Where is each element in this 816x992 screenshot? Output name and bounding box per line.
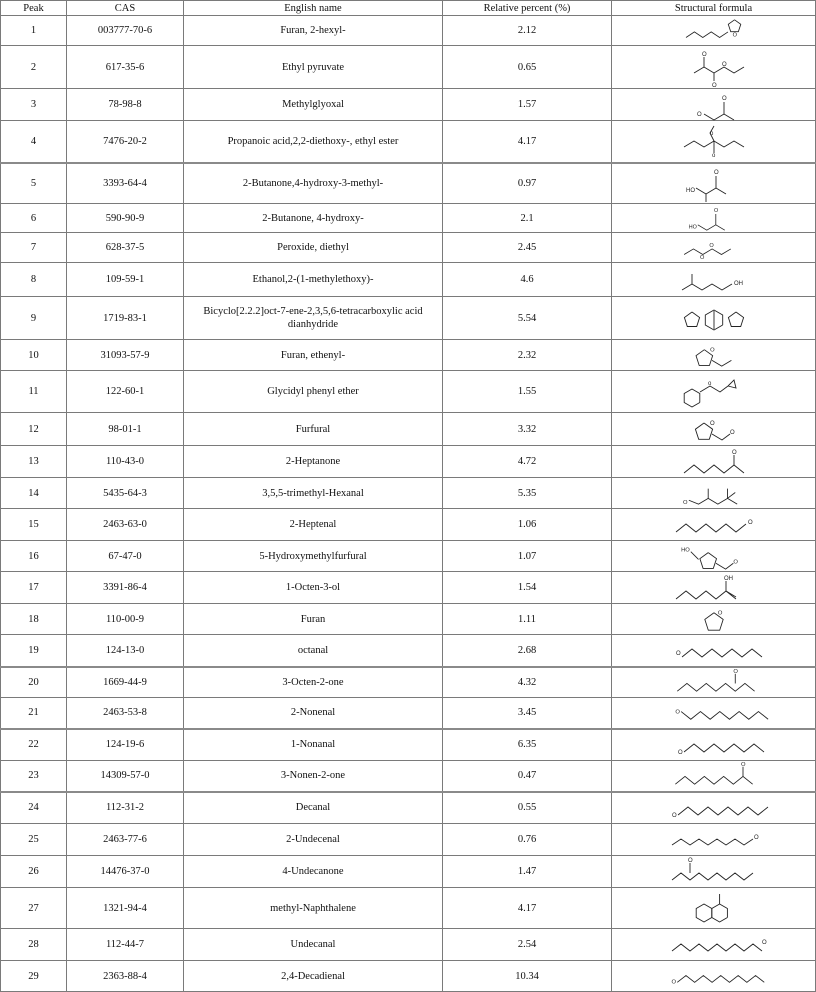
table-row: [1, 729, 816, 761]
peak-cell: 23: [1, 761, 67, 792]
svg-text:O: O: [699, 254, 704, 261]
peak-cell: 28: [1, 929, 67, 961]
relative-percent-cell: 0.47: [443, 761, 612, 792]
structure-octenol-image: [664, 573, 764, 603]
relative-percent-cell: 1.57: [443, 89, 612, 121]
structure-furan-image: [664, 605, 764, 634]
relative-percent-cell: 2.45: [443, 233, 612, 263]
structural-formula-cell: [612, 667, 816, 698]
cas-cell: 617-35-6: [67, 46, 184, 89]
english-name-cell: Ethanol,2-(1-methylethoxy)-: [184, 263, 443, 297]
svg-text:o: o: [709, 131, 713, 138]
header-peak: Peak: [1, 1, 67, 16]
relative-percent-cell: 4.72: [443, 446, 612, 478]
svg-text:O: O: [729, 429, 735, 436]
structural-formula-cell: [612, 888, 816, 929]
svg-text:O: O: [696, 111, 702, 118]
relative-percent-cell: 2.12: [443, 16, 612, 46]
cas-cell: 14309-57-0: [67, 761, 184, 792]
structural-formula-cell: [612, 46, 816, 89]
structure-octanal-image: [664, 635, 764, 665]
english-name-cell: methyl-Naphthalene: [184, 888, 443, 929]
structural-formula-cell: [612, 635, 816, 667]
svg-text:O: O: [721, 61, 727, 68]
svg-text:O: O: [671, 812, 677, 819]
english-name-cell: 1-Nonanal: [184, 729, 443, 761]
cas-cell: 110-00-9: [67, 604, 184, 635]
structure-heptenal-image: [664, 510, 764, 540]
cas-cell: 31093-57-9: [67, 340, 184, 371]
structural-formula-cell: [612, 16, 816, 46]
relative-percent-cell: 1.07: [443, 541, 612, 572]
english-name-cell: 2-Butanone,4-hydroxy-3-methyl-: [184, 163, 443, 204]
peak-cell: 2: [1, 46, 67, 89]
svg-text:O: O: [711, 82, 717, 89]
header-english-name: English name: [184, 1, 443, 16]
svg-text:O: O: [709, 420, 715, 427]
table-row: [1, 698, 816, 729]
structure-decadienal-image: [664, 962, 764, 991]
svg-text:O: O: [761, 939, 767, 946]
svg-text:O: O: [731, 449, 737, 456]
svg-text:O: O: [732, 558, 738, 565]
structural-formula-cell: [612, 413, 816, 446]
cas-cell: 67-47-0: [67, 541, 184, 572]
peak-cell: 14: [1, 478, 67, 509]
relative-percent-cell: 3.32: [443, 413, 612, 446]
cas-cell: 2363-88-4: [67, 961, 184, 992]
structural-formula-cell: [612, 163, 816, 204]
structural-formula-cell: [612, 698, 816, 729]
table-row: [1, 888, 816, 929]
relative-percent-cell: 1.55: [443, 371, 612, 413]
table-row: [1, 929, 816, 961]
cas-cell: 2463-63-0: [67, 509, 184, 541]
structural-formula-cell: [612, 761, 816, 792]
peak-cell: 7: [1, 233, 67, 263]
cas-cell: 14476-37-0: [67, 856, 184, 888]
cas-cell: 2463-53-8: [67, 698, 184, 729]
english-name-cell: 3-Nonen-2-one: [184, 761, 443, 792]
structure-nonanal-image: [664, 730, 764, 760]
structural-formula-cell: [612, 121, 816, 163]
table-row: [1, 16, 816, 46]
relative-percent-cell: 5.35: [443, 478, 612, 509]
peak-cell: 4: [1, 121, 67, 163]
structural-formula-cell: [612, 541, 816, 572]
relative-percent-cell: 0.76: [443, 824, 612, 856]
english-name-cell: Ethyl pyruvate: [184, 46, 443, 89]
svg-text:OH: OH: [723, 575, 733, 582]
peak-cell: 3: [1, 89, 67, 121]
peak-cell: 17: [1, 572, 67, 604]
structural-formula-cell: [612, 204, 816, 233]
relative-percent-cell: 1.11: [443, 604, 612, 635]
peak-cell: 29: [1, 961, 67, 992]
table-row: [1, 204, 816, 233]
english-name-cell: 3-Octen-2-one: [184, 667, 443, 698]
svg-text:HO: HO: [680, 547, 690, 554]
english-name-cell: Furan: [184, 604, 443, 635]
english-name-cell: Propanoic acid,2,2-diethoxy-, ethyl ester: [184, 121, 443, 163]
svg-text:O: O: [677, 749, 683, 756]
cas-cell: 98-01-1: [67, 413, 184, 446]
cas-cell: 109-59-1: [67, 263, 184, 297]
svg-text:O: O: [682, 499, 688, 506]
peak-cell: 9: [1, 297, 67, 340]
structure-nonenone-image: [664, 761, 764, 790]
english-name-cell: 2,4-Decadienal: [184, 961, 443, 992]
structural-formula-cell: [612, 478, 816, 509]
svg-text:HO: HO: [685, 187, 695, 194]
structure-undecanone-image: [664, 857, 764, 887]
structure-diethoxy-propanoate-image: [664, 121, 764, 161]
structure-hydroxy-butanone-image: [664, 205, 764, 232]
english-name-cell: 2-Undecenal: [184, 824, 443, 856]
peak-cell: 12: [1, 413, 67, 446]
table-row: [1, 233, 816, 263]
structure-undecenal-image: [664, 825, 764, 855]
cas-cell: 112-44-7: [67, 929, 184, 961]
structural-formula-cell: [612, 729, 816, 761]
english-name-cell: 1-Octen-3-ol: [184, 572, 443, 604]
english-name-cell: Glycidyl phenyl ether: [184, 371, 443, 413]
table-row: [1, 572, 816, 604]
cas-cell: 003777-70-6: [67, 16, 184, 46]
peak-cell: 25: [1, 824, 67, 856]
table-row: [1, 961, 816, 992]
structural-formula-cell: [612, 89, 816, 121]
table-row: [1, 46, 816, 89]
table-row: [1, 121, 816, 163]
table-row: [1, 446, 816, 478]
svg-text:O: O: [732, 32, 737, 39]
structural-formula-cell: [612, 340, 816, 371]
structure-isopropoxyethanol-image: [664, 264, 764, 296]
svg-text:o: o: [707, 380, 711, 387]
svg-text:O: O: [701, 51, 707, 58]
english-name-cell: Methylglyoxal: [184, 89, 443, 121]
peak-cell: 19: [1, 635, 67, 667]
cas-cell: 2463-77-6: [67, 824, 184, 856]
structure-bicyclo-dianhydride-image: [664, 298, 764, 339]
english-name-cell: 2-Heptanone: [184, 446, 443, 478]
relative-percent-cell: 0.65: [443, 46, 612, 89]
structural-formula-cell: [612, 961, 816, 992]
structure-nonenal-image: [664, 698, 764, 727]
structural-formula-cell: [612, 263, 816, 297]
table-row: [1, 509, 816, 541]
peak-cell: 18: [1, 604, 67, 635]
structure-2-hexylfuran-image: [664, 17, 764, 45]
svg-text:O: O: [687, 857, 693, 864]
peak-cell: 15: [1, 509, 67, 541]
relative-percent-cell: 2.1: [443, 204, 612, 233]
table-row: [1, 297, 816, 340]
structural-formula-cell: [612, 792, 816, 824]
structure-methylnaphthalene-image: [664, 889, 764, 928]
cas-cell: 124-19-6: [67, 729, 184, 761]
svg-text:O: O: [721, 95, 727, 102]
structure-glycidyl-phenyl-ether-image: [664, 372, 764, 412]
structure-methylglyoxal-image: [664, 90, 764, 120]
svg-text:O: O: [713, 207, 718, 214]
svg-text:O: O: [674, 709, 680, 716]
table-row: [1, 478, 816, 509]
structure-undecanal-image: [664, 930, 767, 960]
peak-cell: 24: [1, 792, 67, 824]
relative-percent-cell: 2.54: [443, 929, 612, 961]
peak-cell: 13: [1, 446, 67, 478]
header-structural-formula: Structural formula: [612, 1, 816, 16]
english-name-cell: 2-Nonenal: [184, 698, 443, 729]
structure-heptanone-image: [664, 447, 764, 477]
svg-text:O: O: [675, 651, 681, 658]
relative-percent-cell: 10.34: [443, 961, 612, 992]
header-cas: CAS: [67, 1, 184, 16]
table-row: [1, 667, 816, 698]
english-name-cell: Bicyclo[2.2.2]oct-7-ene-2,3,5,6-tetracarboxylic acid dianhydride: [184, 297, 443, 340]
relative-percent-cell: 4.17: [443, 888, 612, 929]
structural-formula-cell: [612, 233, 816, 263]
cas-cell: 3393-64-4: [67, 163, 184, 204]
relative-percent-cell: 1.54: [443, 572, 612, 604]
cas-cell: 1719-83-1: [67, 297, 184, 340]
table-row: [1, 413, 816, 446]
table-row: [1, 371, 816, 413]
structural-formula-cell: [612, 604, 816, 635]
structural-formula-cell: [612, 371, 816, 413]
english-name-cell: 2-Heptenal: [184, 509, 443, 541]
svg-text:O: O: [753, 834, 759, 841]
relative-percent-cell: 6.35: [443, 729, 612, 761]
relative-percent-cell: 2.68: [443, 635, 612, 667]
svg-text:O: O: [740, 762, 746, 769]
relative-percent-cell: 1.47: [443, 856, 612, 888]
svg-text:O: O: [670, 978, 676, 985]
relative-percent-cell: 1.06: [443, 509, 612, 541]
svg-text:O: O: [732, 668, 738, 675]
svg-text:o: o: [711, 153, 715, 160]
relative-percent-cell: 4.32: [443, 667, 612, 698]
table-row: [1, 263, 816, 297]
table-row: [1, 89, 816, 121]
structural-formula-cell: [612, 297, 816, 340]
cas-cell: 110-43-0: [67, 446, 184, 478]
cas-cell: 628-37-5: [67, 233, 184, 263]
svg-text:O: O: [747, 519, 753, 526]
structure-furfural-image: [664, 414, 764, 445]
peak-cell: 16: [1, 541, 67, 572]
structure-ethyl-pyruvate-image: [664, 47, 764, 88]
peak-cell: 22: [1, 729, 67, 761]
svg-text:O: O: [708, 242, 714, 249]
english-name-cell: Peroxide, diethyl: [184, 233, 443, 263]
svg-text:O: O: [713, 169, 719, 176]
structure-trimethylhexanal-image: [664, 479, 764, 508]
table-row: [1, 604, 816, 635]
structural-formula-cell: [612, 929, 816, 961]
english-name-cell: Undecanal: [184, 929, 443, 961]
cas-cell: 124-13-0: [67, 635, 184, 667]
svg-text:OH: OH: [733, 280, 743, 287]
relative-percent-cell: 5.54: [443, 297, 612, 340]
cas-cell: 78-98-8: [67, 89, 184, 121]
header-relative-percent: Relative percent (%): [443, 1, 612, 16]
structure-diethyl-peroxide-image: [664, 234, 764, 262]
structure-decanal-image: [664, 793, 764, 823]
structure-vinylfuran-image: [664, 341, 764, 370]
peak-cell: 11: [1, 371, 67, 413]
structure-hmf-image: [664, 542, 764, 571]
relative-percent-cell: 3.45: [443, 698, 612, 729]
cas-cell: 590-90-9: [67, 204, 184, 233]
cas-cell: 122-60-1: [67, 371, 184, 413]
structural-formula-cell: [612, 509, 816, 541]
cas-cell: 3391-86-4: [67, 572, 184, 604]
english-name-cell: 3,5,5-trimethyl-Hexanal: [184, 478, 443, 509]
peak-cell: 20: [1, 667, 67, 698]
table-row: [1, 792, 816, 824]
english-name-cell: Furfural: [184, 413, 443, 446]
english-name-cell: 4-Undecanone: [184, 856, 443, 888]
peak-cell: 6: [1, 204, 67, 233]
cas-cell: 1321-94-4: [67, 888, 184, 929]
relative-percent-cell: 0.97: [443, 163, 612, 204]
structure-octenone-image: [664, 668, 764, 697]
table-row: [1, 856, 816, 888]
peak-cell: 8: [1, 263, 67, 297]
peak-cell: 1: [1, 16, 67, 46]
structure-hydroxy-methyl-butanone-image: [664, 164, 764, 203]
table-row: [1, 761, 816, 792]
relative-percent-cell: 4.17: [443, 121, 612, 163]
structural-formula-cell: [612, 856, 816, 888]
table-row: [1, 541, 816, 572]
cas-cell: 5435-64-3: [67, 478, 184, 509]
peak-cell: 26: [1, 856, 67, 888]
peak-cell: 27: [1, 888, 67, 929]
english-name-cell: Furan, 2-hexyl-: [184, 16, 443, 46]
cas-cell: 7476-20-2: [67, 121, 184, 163]
table-row: [1, 163, 816, 204]
table-row: [1, 824, 816, 856]
svg-text:HO: HO: [688, 223, 697, 230]
english-name-cell: Furan, ethenyl-: [184, 340, 443, 371]
english-name-cell: 5-Hydroxymethylfurfural: [184, 541, 443, 572]
header-row: [1, 1, 816, 16]
english-name-cell: octanal: [184, 635, 443, 667]
relative-percent-cell: 2.32: [443, 340, 612, 371]
structural-formula-cell: [612, 572, 816, 604]
peak-cell: 21: [1, 698, 67, 729]
relative-percent-cell: 4.6: [443, 263, 612, 297]
peak-cell: 5: [1, 163, 67, 204]
peak-cell: 10: [1, 340, 67, 371]
structural-formula-cell: [612, 824, 816, 856]
relative-percent-cell: 0.55: [443, 792, 612, 824]
cas-cell: 1669-44-9: [67, 667, 184, 698]
structural-formula-cell: [612, 446, 816, 478]
svg-text:O: O: [717, 610, 722, 617]
table-row: [1, 635, 816, 667]
english-name-cell: Decanal: [184, 792, 443, 824]
english-name-cell: 2-Butanone, 4-hydroxy-: [184, 204, 443, 233]
table-row: [1, 340, 816, 371]
cas-cell: 112-31-2: [67, 792, 184, 824]
svg-text:O: O: [709, 347, 715, 354]
